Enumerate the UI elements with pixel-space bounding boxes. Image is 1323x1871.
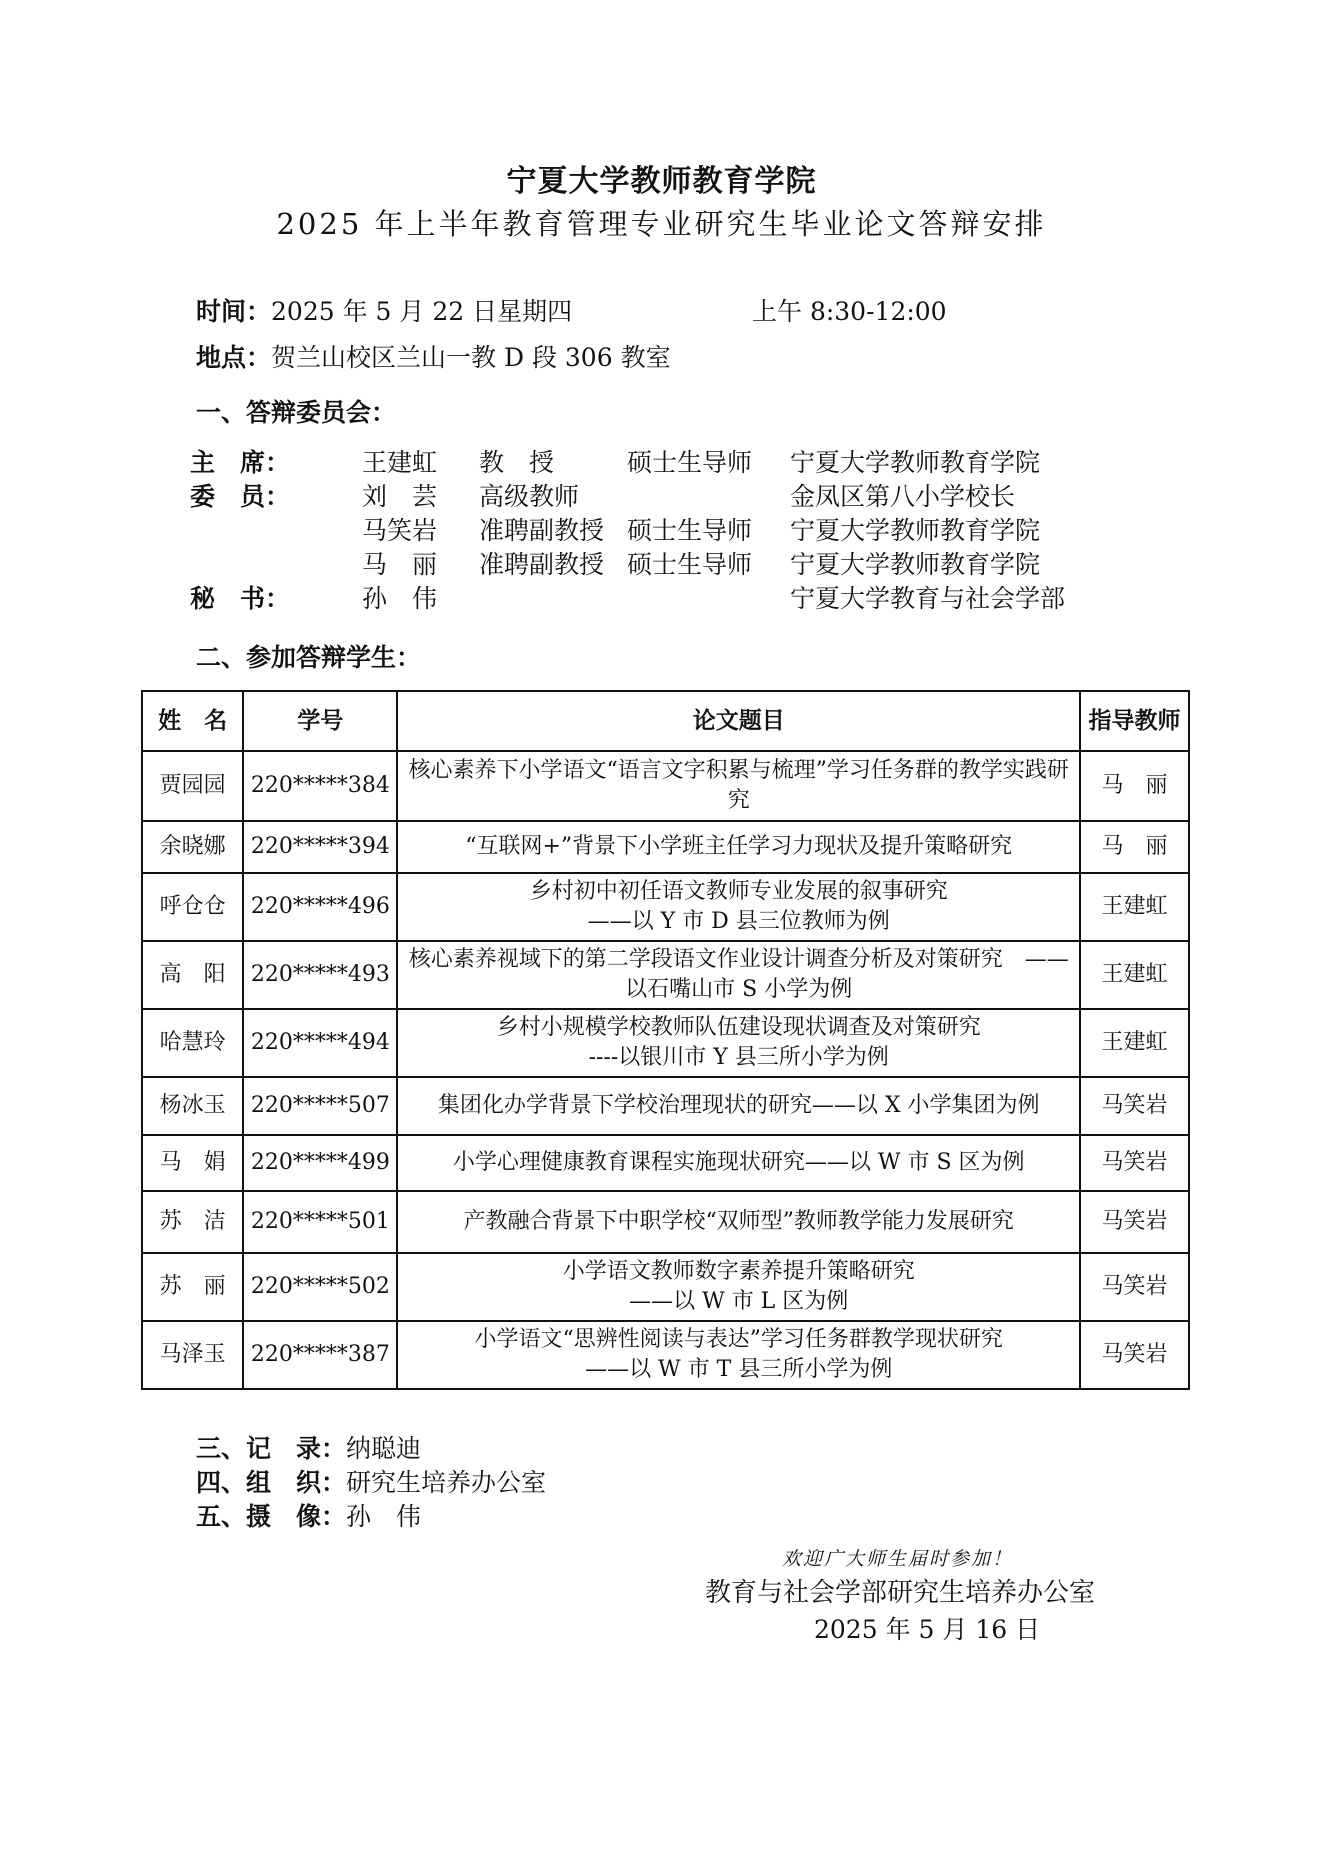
place-row	[196, 338, 671, 374]
table-row	[142, 1191, 1189, 1253]
thesis-title-cell: 小学语文教师数字素养提升策略研究 ——以 W 市 L 区为例	[397, 1253, 1080, 1321]
student-name-cell: 余晓娜	[142, 821, 243, 873]
student-id-cell: 220*****493	[243, 941, 397, 1009]
camera-value: 孙 伟	[346, 1502, 422, 1531]
committee-tutor: 硕士生导师	[627, 448, 753, 477]
student-name-cell: 苏 洁	[142, 1191, 243, 1253]
time-row	[196, 292, 572, 328]
committee-heading: 一、答辩委员会：	[196, 398, 397, 427]
table-row	[142, 1253, 1189, 1321]
advisor-cell: 马笑岩	[1080, 1077, 1189, 1135]
column-header-advisor: 指导教师	[1080, 691, 1189, 751]
students-table	[141, 690, 1190, 1390]
signature-date: 2025 年 5 月 16 日	[814, 1615, 1041, 1644]
committee-name: 马笑岩	[362, 516, 438, 545]
student-id-cell: 220*****394	[243, 821, 397, 873]
place-value: 贺兰山校区兰山一教 D 段 306 教室	[271, 343, 671, 372]
advisor-cell: 马 丽	[1080, 821, 1189, 873]
record-label: 三、记 录：	[196, 1434, 347, 1463]
committee-name: 孙 伟	[362, 584, 438, 613]
student-name-cell: 高 阳	[142, 941, 243, 1009]
advisor-cell: 王建虹	[1080, 1009, 1189, 1077]
column-header-name: 姓 名	[142, 691, 243, 751]
committee-role: 秘 书：	[190, 584, 291, 613]
student-id-cell: 220*****501	[243, 1191, 397, 1253]
student-name-cell: 呼仓仓	[142, 873, 243, 941]
committee-unit: 宁夏大学教师教育学院	[790, 550, 1041, 579]
thesis-title-cell: 集团化办学背景下学校治理现状的研究——以 X 小学集团为例	[397, 1077, 1080, 1135]
thesis-title-cell: 产教融合背景下中职学校“双师型”教师教学能力发展研究	[397, 1191, 1080, 1253]
thesis-title-cell: 乡村初中初任语文教师专业发展的叙事研究 ——以 Y 市 D 县三位教师为例	[397, 873, 1080, 941]
footer-item-organize	[196, 1463, 546, 1499]
advisor-cell: 马笑岩	[1080, 1191, 1189, 1253]
organize-label: 四、组 织：	[196, 1468, 347, 1497]
table-row	[142, 941, 1189, 1009]
committee-title: 高级教师	[479, 482, 580, 511]
committee-title: 准聘副教授	[479, 550, 605, 579]
student-id-cell: 220*****387	[243, 1321, 397, 1389]
committee-name: 马 丽	[362, 550, 438, 579]
student-name-cell: 苏 丽	[142, 1253, 243, 1321]
table-row	[142, 873, 1189, 941]
footer-item-camera	[196, 1497, 421, 1533]
advisor-cell: 王建虹	[1080, 873, 1189, 941]
student-id-cell: 220*****507	[243, 1077, 397, 1135]
advisor-cell: 马笑岩	[1080, 1321, 1189, 1389]
committee-unit: 金凤区第八小学校长	[790, 482, 1016, 511]
committee-tutor: 硕士生导师	[627, 550, 753, 579]
students-heading: 二、参加答辩学生：	[196, 643, 422, 672]
column-header-id: 学号	[243, 691, 397, 751]
thesis-title-cell: 核心素养视域下的第二学段语文作业设计调查分析及对策研究 ——以石嘴山市 S 小学为例	[397, 941, 1080, 1009]
thesis-title-cell: 小学语文“思辨性阅读与表达”学习任务群教学现状研究 ——以 W 市 T 县三所小学为例	[397, 1321, 1080, 1389]
committee-role: 委 员：	[190, 482, 291, 511]
table-row	[142, 1321, 1189, 1389]
time-value: 2025 年 5 月 22 日星期四	[271, 297, 573, 326]
committee-unit: 宁夏大学教师教育学院	[790, 448, 1041, 477]
advisor-cell: 马笑岩	[1080, 1135, 1189, 1191]
welcome-note: 欢迎广大师生届时参加！	[782, 1548, 1014, 1570]
committee-title: 教 授	[479, 448, 555, 477]
committee-title: 准聘副教授	[479, 516, 605, 545]
place-label: 地点：	[196, 343, 272, 372]
table-row	[142, 751, 1189, 821]
student-id-cell: 220*****384	[243, 751, 397, 821]
record-value: 纳聪迪	[346, 1434, 422, 1463]
footer-item-record	[196, 1429, 421, 1465]
student-name-cell: 哈慧玲	[142, 1009, 243, 1077]
column-header-title: 论文题目	[397, 691, 1080, 751]
table-row	[142, 1077, 1189, 1135]
committee-name: 王建虹	[362, 448, 438, 477]
table-row	[142, 1009, 1189, 1077]
student-name-cell: 马 娟	[142, 1135, 243, 1191]
student-id-cell: 220*****494	[243, 1009, 397, 1077]
advisor-cell: 王建虹	[1080, 941, 1189, 1009]
document-title: 宁夏大学教师教育学院	[506, 164, 817, 199]
student-id-cell: 220*****499	[243, 1135, 397, 1191]
organize-value: 研究生培养办公室	[346, 1468, 547, 1497]
time-label: 时间：	[196, 297, 272, 326]
document-subtitle: 2025 年上半年教育管理专业研究生毕业论文答辩安排	[276, 207, 1047, 241]
thesis-title-cell: 乡村小规模学校教师队伍建设现状调查及对策研究 ----以银川市 Y 县三所小学为例	[397, 1009, 1080, 1077]
advisor-cell: 马 丽	[1080, 751, 1189, 821]
table-row	[142, 1135, 1189, 1191]
students-table-body	[142, 751, 1189, 1389]
signature-organization: 教育与社会学部研究生培养办公室	[705, 1578, 1096, 1608]
thesis-title-cell: 小学心理健康教育课程实施现状研究——以 W 市 S 区为例	[397, 1135, 1080, 1191]
table-header-row	[142, 691, 1189, 751]
committee-name: 刘 芸	[362, 482, 438, 511]
committee-unit: 宁夏大学教师教育学院	[790, 516, 1041, 545]
committee-tutor: 硕士生导师	[627, 516, 753, 545]
student-name-cell: 贾园园	[142, 751, 243, 821]
thesis-title-cell: “互联网+”背景下小学班主任学习力现状及提升策略研究	[397, 821, 1080, 873]
advisor-cell: 马笑岩	[1080, 1253, 1189, 1321]
student-name-cell: 杨冰玉	[142, 1077, 243, 1135]
camera-label: 五、摄 像：	[196, 1502, 347, 1531]
student-name-cell: 马泽玉	[142, 1321, 243, 1389]
thesis-title-cell: 核心素养下小学语文“语言文字积累与梳理”学习任务群的教学实践研究	[397, 751, 1080, 821]
committee-unit: 宁夏大学教育与社会学部	[790, 584, 1066, 613]
committee-role: 主 席：	[190, 448, 291, 477]
student-id-cell: 220*****502	[243, 1253, 397, 1321]
student-id-cell: 220*****496	[243, 873, 397, 941]
time-period: 上午 8:30-12:00	[752, 297, 947, 326]
table-row	[142, 821, 1189, 873]
